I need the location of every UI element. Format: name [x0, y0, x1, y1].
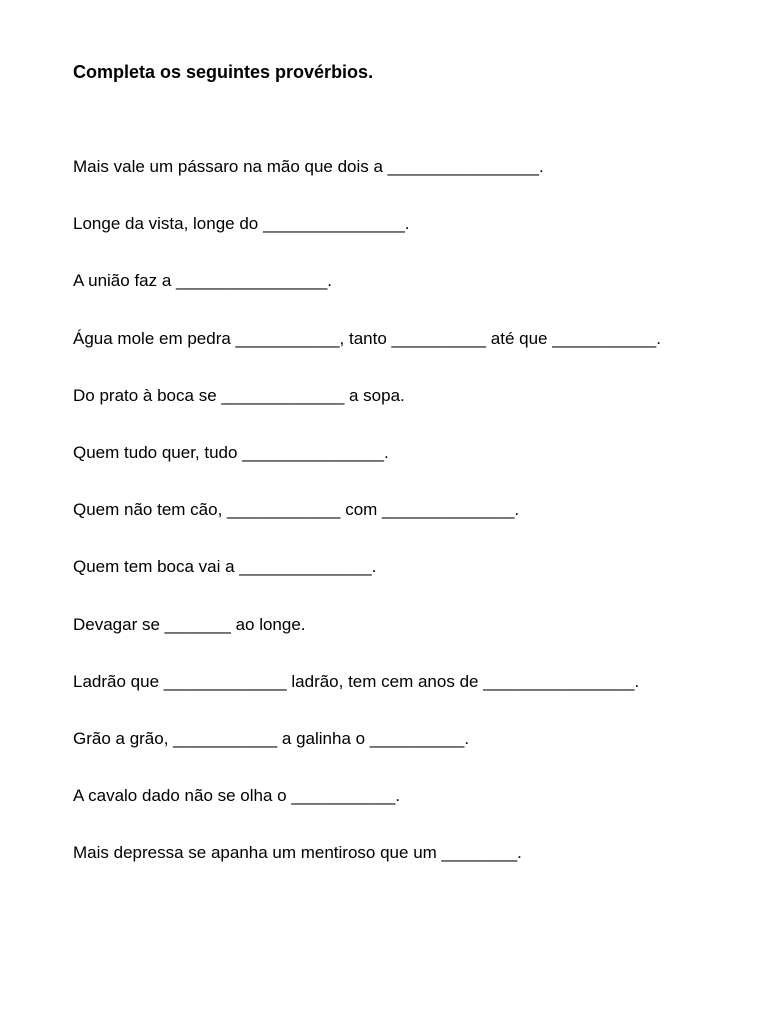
proverb-line: Mais depressa se apanha um mentiroso que um ________. — [73, 843, 522, 863]
proverb-line: Grão a grão, ___________ a galinha o __________. — [73, 728, 470, 748]
proverb-line: Mais vale um pássaro na mão que dois a ________________. — [73, 157, 544, 176]
proverb-line: Do prato à boca se _____________ a sopa. — [73, 385, 405, 405]
proverb-line: Quem tudo quer, tudo _______________. — [73, 442, 389, 462]
proverb-list — [73, 156, 753, 899]
proverb-line: Ladrão que _____________ ladrão, tem cem anos de ________________. — [73, 671, 640, 691]
proverb-line: Devagar se _______ ao longe. — [73, 614, 306, 634]
worksheet-title: Completa os seguintes provérbios. — [73, 62, 374, 82]
proverb-line: Água mole em pedra ___________, tanto __________ até que ___________. — [73, 328, 661, 348]
proverb-line: Longe da vista, longe do _______________. — [73, 214, 410, 234]
proverb-line: A união faz a ________________. — [73, 271, 333, 291]
proverb-line: Quem tem boca vai a ______________. — [73, 557, 377, 577]
proverb-line: A cavalo dado não se olha o ___________. — [73, 786, 401, 806]
proverb-line: Quem não tem cão, ____________ com ______________. — [73, 500, 520, 520]
